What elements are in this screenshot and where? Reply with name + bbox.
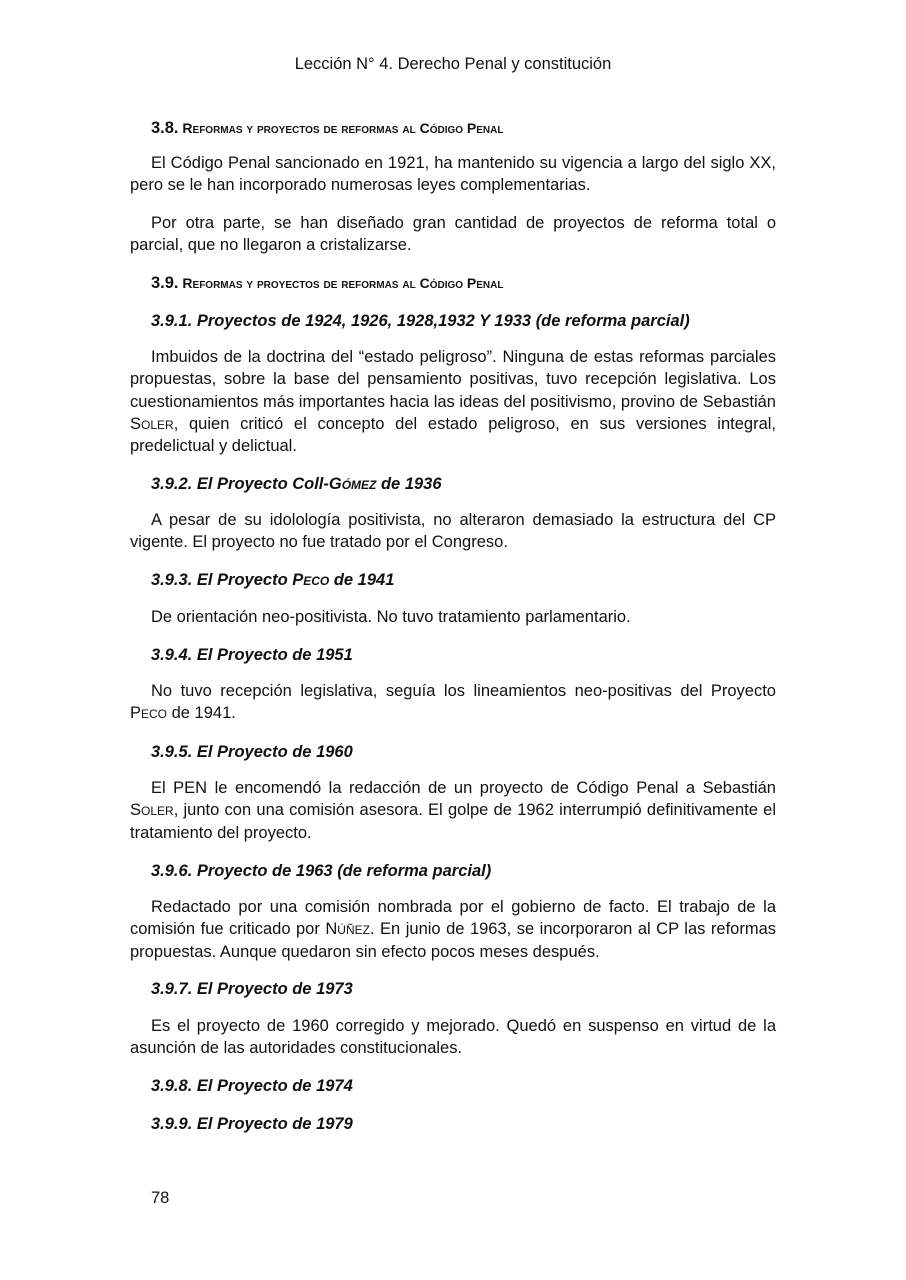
author-name: Gómez bbox=[328, 475, 377, 493]
running-header: Lección N° 4. Derecho Penal y constitución bbox=[294, 55, 612, 73]
paragraph bbox=[130, 606, 776, 628]
paragraph-text: , junto con una comisión asesora. El golpe de 1962 interrumpió definitivamente el tratamiento del proyecto. bbox=[130, 801, 776, 842]
subsection-title: de 1941 bbox=[329, 571, 395, 589]
paragraph-text: El Código Penal sancionado en 1921, ha mantenido su vigencia a largo del siglo XX, pero se le han incorporado numerosas leyes complementarias. bbox=[130, 154, 776, 195]
author-name: Soler bbox=[130, 801, 174, 820]
paragraph-text: de 1941. bbox=[167, 704, 236, 723]
section-number: 3.9. bbox=[151, 274, 179, 292]
paragraph bbox=[130, 896, 776, 963]
subsection-heading bbox=[130, 570, 776, 590]
section-title: Reformas y proyectos de reformas al Código Penal bbox=[182, 275, 504, 291]
subsection-title: 3.9.8. El Proyecto de 1974 bbox=[151, 1077, 353, 1095]
subsection-heading bbox=[130, 474, 776, 494]
paragraph bbox=[130, 680, 776, 725]
paragraph-text: . En junio de 1963, se incorporaron al CP las reformas propuestas. Aunque quedaron sin efecto pocos meses después. bbox=[130, 920, 776, 961]
author-name: Núñez bbox=[325, 920, 370, 939]
subsection-title: 3.9.9. El Proyecto de 1979 bbox=[151, 1115, 353, 1133]
subsection-title: de 1936 bbox=[376, 475, 442, 493]
subsection-heading bbox=[130, 1114, 776, 1134]
paragraph bbox=[130, 777, 776, 844]
subsection-title: 3.9.4. El Proyecto de 1951 bbox=[151, 646, 353, 664]
page-number: 78 bbox=[151, 1189, 170, 1207]
paragraph bbox=[130, 509, 776, 554]
subsection-heading bbox=[130, 1076, 776, 1096]
paragraph bbox=[130, 212, 776, 257]
subsection-title: 3.9.7. El Proyecto de 1973 bbox=[151, 980, 353, 998]
subsection-title: 3.9.6. Proyecto de 1963 (de reforma parcial) bbox=[151, 862, 492, 880]
paragraph bbox=[130, 1015, 776, 1060]
section-title: Reformas y proyectos de reformas al Código Penal bbox=[182, 120, 504, 136]
subsection-title: 3.9.1. Proyectos de 1924, 1926, 1928,1932 Y 1933 (de reforma parcial) bbox=[151, 312, 690, 330]
subsection-title: 3.9.2. El Proyecto Coll- bbox=[151, 475, 329, 493]
subsection-heading bbox=[130, 979, 776, 999]
subsection-heading bbox=[130, 742, 776, 762]
paragraph bbox=[130, 152, 776, 197]
section-heading-3-8 bbox=[130, 118, 776, 138]
paragraph bbox=[130, 346, 776, 457]
subsection-title: 3.9.3. El Proyecto bbox=[151, 571, 293, 589]
author-name: Peco bbox=[292, 571, 330, 589]
subsection-title: 3.9.5. El Proyecto de 1960 bbox=[151, 743, 353, 761]
paragraph-text: El PEN le encomendó la redacción de un proyecto de Código Penal a Sebastián bbox=[151, 779, 776, 797]
section-heading-3-9 bbox=[130, 273, 776, 293]
paragraph-text: Redactado por una comisión nombrada por el gobierno de facto. El trabajo de la comisión fue criticado por bbox=[130, 898, 776, 939]
paragraph-text: , quien criticó el concepto del estado peligroso, en sus versiones integral, predelictual y delictual. bbox=[130, 414, 776, 456]
subsection-heading bbox=[130, 311, 776, 331]
paragraph-text: No tuvo recepción legislativa, seguía los lineamientos neo-positivas del Proyecto bbox=[151, 682, 776, 700]
paragraph-text: Por otra parte, se han diseñado gran cantidad de proyectos de reforma total o parcial, que no llegaron a cristalizarse. bbox=[130, 214, 776, 255]
paragraph-text: A pesar de su idolología positivista, no alteraron demasiado la estructura del CP vigente. El proyecto no fue tratado por el Congreso. bbox=[130, 511, 776, 552]
paragraph-text: Imbuidos de la doctrina del “estado peligroso”. Ninguna de estas reformas parciales propuestas, sobre la base del pensamiento positivas, tuvo recepción legislativa. Los cuestionamientos más importantes hacia las ideas del positivismo, provino de Sebastián bbox=[130, 348, 776, 411]
paragraph-text: De orientación neo-positivista. No tuvo tratamiento parlamentario. bbox=[151, 608, 631, 626]
subsection-heading bbox=[130, 645, 776, 665]
author-name: Soler bbox=[130, 414, 174, 433]
subsection-heading bbox=[130, 861, 776, 881]
paragraph-text: Es el proyecto de 1960 corregido y mejorado. Quedó en suspenso en virtud de la asunción de las autoridades constitucionales. bbox=[130, 1017, 776, 1058]
author-name: Peco bbox=[130, 704, 168, 723]
section-number: 3.8. bbox=[151, 119, 179, 137]
